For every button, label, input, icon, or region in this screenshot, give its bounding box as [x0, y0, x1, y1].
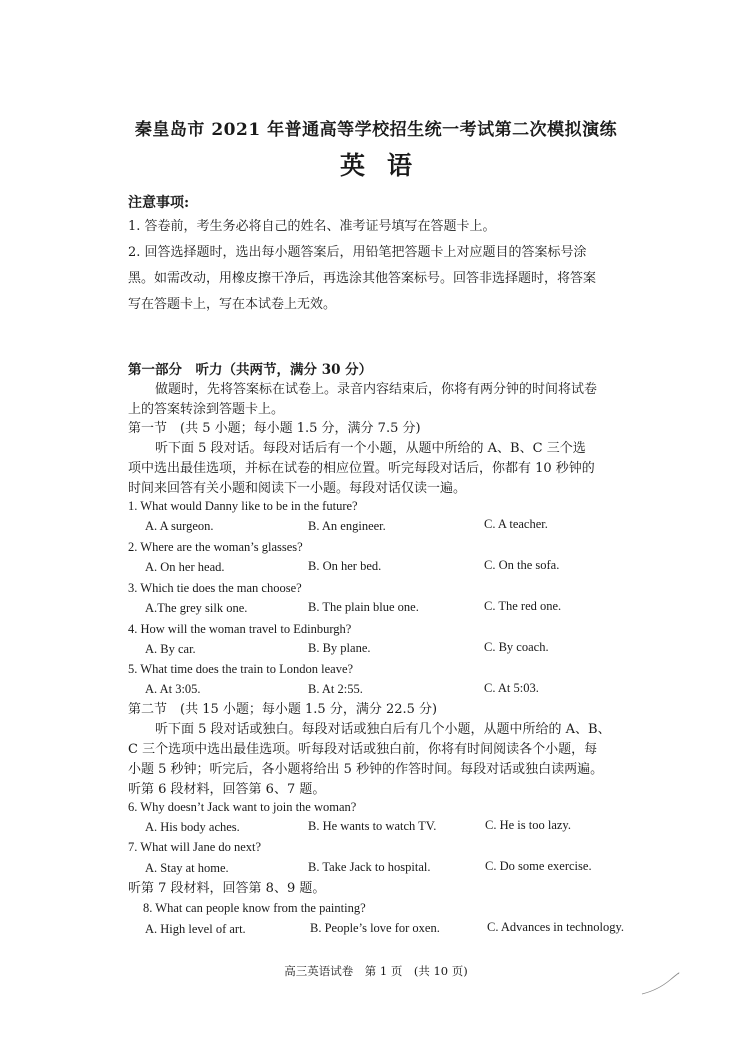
option-c: C. On the sofa. — [484, 558, 560, 572]
option-c: C. At 5:03. — [484, 681, 539, 695]
group-instruction: 听第 7 段材料，回答第 8、9 题。 — [128, 881, 326, 896]
option-a: A. His body aches. — [145, 820, 240, 834]
option-b: B. He wants to watch TV. — [308, 819, 437, 833]
option-c: C. He is too lazy. — [485, 818, 571, 832]
question-text: 6. Why doesn’t Jack want to join the woman? — [128, 800, 357, 814]
section1-intro-line: 时间来回答有关小题和阅读下一小题。每段对话仅读一遍。 — [128, 481, 467, 496]
section1-intro-line: 项中选出最佳选项，并标在试卷的相应位置。听完每段对话后，你都有 10 秒钟的 — [128, 461, 595, 476]
option-b: B. People’s love for oxen. — [310, 921, 440, 935]
notes-line: 写在答题卡上，写在本试卷上无效。 — [128, 297, 337, 312]
exam-title: 秦皇岛市 2021 年普通高等学校招生统一考试第二次模拟演练 — [134, 120, 618, 140]
question-text: 1. What would Danny like to be in the future? — [128, 499, 358, 513]
option-b: B. At 2:55. — [308, 682, 363, 696]
option-a: A. At 3:05. — [145, 682, 201, 696]
section2-intro-line: 听下面 5 段对话或独白。每段对话或独白后有几个小题，从题中所给的 A、B、 — [155, 722, 611, 737]
option-c: C. Advances in technology. — [487, 920, 625, 934]
group-instruction: 听第 6 段材料，回答第 6、7 题。 — [128, 782, 326, 797]
subject-title: 英语 — [339, 151, 434, 180]
section2-intro-line: C 三个选项中选出最佳选项。听每段对话或独白前，你将有时间阅读各个小题，每 — [128, 742, 598, 757]
question-text: 2. Where are the woman’s glasses? — [128, 540, 303, 554]
option-a: A. On her head. — [145, 560, 225, 574]
notes-line: 1. 答卷前，考生务必将自己的姓名、准考证号填写在答题卡上。 — [128, 219, 496, 234]
question-text: 4. How will the woman travel to Edinburgh? — [128, 622, 352, 636]
question-text: 3. Which tie does the man choose? — [128, 581, 302, 595]
page-footer: 高三英语试卷 第 1 页 (共 10 页) — [284, 964, 468, 978]
option-b: B. Take Jack to hospital. — [308, 860, 431, 874]
question-text: 8. What can people know from the painting? — [143, 901, 366, 915]
option-b: B. An engineer. — [308, 519, 386, 533]
option-c: C. Do some exercise. — [485, 859, 592, 873]
option-b: B. The plain blue one. — [308, 600, 419, 614]
option-a: A. High level of art. — [145, 922, 246, 936]
option-c: C. A teacher. — [484, 517, 548, 531]
section2-intro-line: 小题 5 秒钟；听完后，各小题将给出 5 秒钟的作答时间。每段对话或独白读两遍。 — [128, 762, 604, 777]
question-text: 5. What time does the train to London leave? — [128, 662, 354, 676]
option-b: B. By plane. — [308, 641, 371, 655]
notes-heading: 注意事项: — [128, 195, 190, 211]
option-a: A. By car. — [145, 642, 196, 656]
option-a: A.The grey silk one. — [145, 601, 248, 615]
pen-mark — [640, 972, 680, 998]
part1-intro-line: 上的答案转涂到答题卡上。 — [128, 402, 285, 417]
option-c: C. The red one. — [484, 599, 562, 613]
option-a: A. A surgeon. — [145, 519, 214, 533]
option-b: B. On her bed. — [308, 559, 382, 573]
question-text: 7. What will Jane do next? — [128, 840, 262, 854]
section1-intro-line: 听下面 5 段对话。每段对话后有一个小题，从题中所给的 A、B、C 三个选 — [155, 441, 586, 456]
option-c: C. By coach. — [484, 640, 549, 654]
section1-heading: 第一节 (共 5 小题；每小题 1.5 分，满分 7.5 分) — [128, 421, 421, 436]
section2-heading: 第二节 (共 15 小题；每小题 1.5 分，满分 22.5 分) — [128, 702, 438, 717]
option-a: A. Stay at home. — [145, 861, 229, 875]
notes-line: 2. 回答选择题时，选出每小题答案后，用铅笔把答题卡上对应题目的答案标号涂 — [128, 245, 587, 260]
part1-intro-line: 做题时，先将答案标在试卷上。录音内容结束后，你将有两分钟的时间将试卷 — [155, 382, 598, 397]
part1-heading: 第一部分 听力（共两节，满分 30 分） — [128, 362, 373, 378]
notes-line: 黑。如需改动，用橡皮擦干净后，再选涂其他答案标号。回答非选择题时，将答案 — [128, 271, 597, 286]
